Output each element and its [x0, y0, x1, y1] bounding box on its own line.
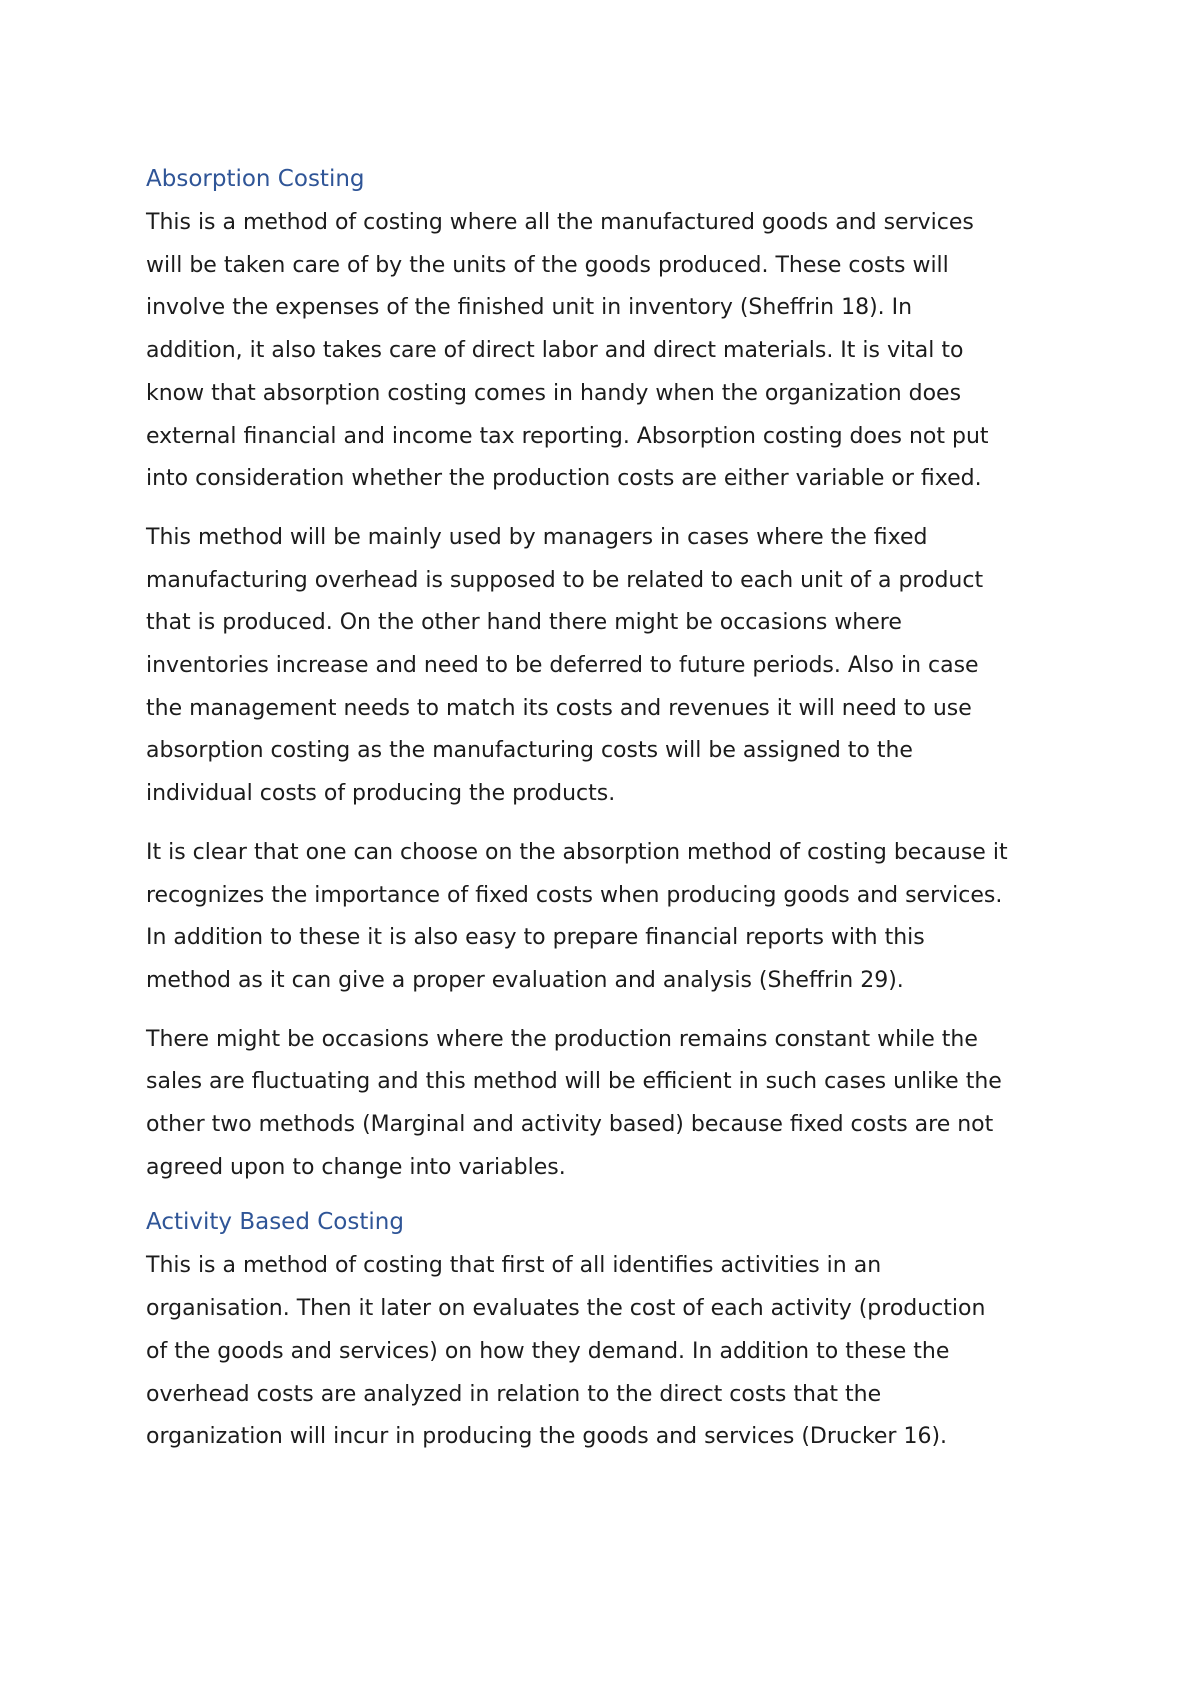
text-line: organization will incur in producing the goods and services (Drucker 16). — [146, 1424, 948, 1450]
paragraph — [146, 832, 1076, 1003]
text-line: addition, it also takes care of direct labor and direct materials. It is vital to — [146, 338, 964, 364]
text-line: the management needs to match its costs and revenues it will need to use — [146, 695, 972, 721]
section-heading: Absorption Costing — [146, 166, 365, 192]
text-line: involve the expenses of the finished unit in inventory (Sheffrin 18). In — [146, 295, 913, 321]
text-line: other two methods (Marginal and activity based) because fixed costs are not — [146, 1112, 994, 1138]
text-line: absorption costing as the manufacturing costs will be assigned to the — [146, 738, 913, 764]
text-line: This is a method of costing that first of all identifies activities in an — [146, 1253, 882, 1279]
text-line: will be taken care of by the units of the goods produced. These costs will — [146, 252, 949, 278]
text-line: organisation. Then it later on evaluates the cost of each activity (production — [146, 1296, 986, 1322]
text-line: individual costs of producing the products. — [146, 781, 616, 807]
text-line: know that absorption costing comes in handy when the organization does — [146, 380, 962, 406]
section-heading: Activity Based Costing — [146, 1209, 404, 1236]
text-line: There might be occasions where the production remains constant while the — [146, 1026, 978, 1052]
text-line: This is a method of costing where all the manufactured goods and services — [146, 210, 974, 235]
text-line: In addition to these it is also easy to prepare financial reports with this — [146, 925, 925, 951]
text-line: inventories increase and need to be deferred to future periods. Also in case — [146, 653, 979, 679]
paragraph — [146, 517, 1076, 816]
text-line: sales are fluctuating and this method will be efficient in such cases unlike the — [146, 1069, 1002, 1095]
paragraph — [146, 1245, 1076, 1459]
document-page — [146, 162, 1076, 1475]
section-absorption-costing — [146, 162, 1076, 1189]
text-line: overhead costs are analyzed in relation to the direct costs that the — [146, 1381, 882, 1407]
text-line: agreed upon to change into variables. — [146, 1154, 566, 1180]
paragraph — [146, 1019, 1076, 1190]
text-line: manufacturing overhead is supposed to be related to each unit of a product — [146, 567, 984, 593]
text-line: This method will be mainly used by managers in cases where the fixed — [146, 524, 928, 550]
text-line: It is clear that one can choose on the absorption method of costing because it — [146, 839, 1008, 865]
text-line: method as it can give a proper evaluation and analysis (Sheffrin 29). — [146, 967, 904, 993]
section-activity-based-costing — [146, 1205, 1076, 1459]
text-line: into consideration whether the production costs are either variable or fixed. — [146, 466, 982, 492]
text-line: recognizes the importance of fixed costs when producing goods and services. — [146, 882, 1003, 908]
text-line: that is produced. On the other hand there might be occasions where — [146, 610, 902, 636]
paragraph — [146, 202, 1076, 501]
text-line: external financial and income tax reporting. Absorption costing does not put — [146, 423, 989, 449]
text-line: of the goods and services) on how they demand. In addition to these the — [146, 1338, 950, 1364]
